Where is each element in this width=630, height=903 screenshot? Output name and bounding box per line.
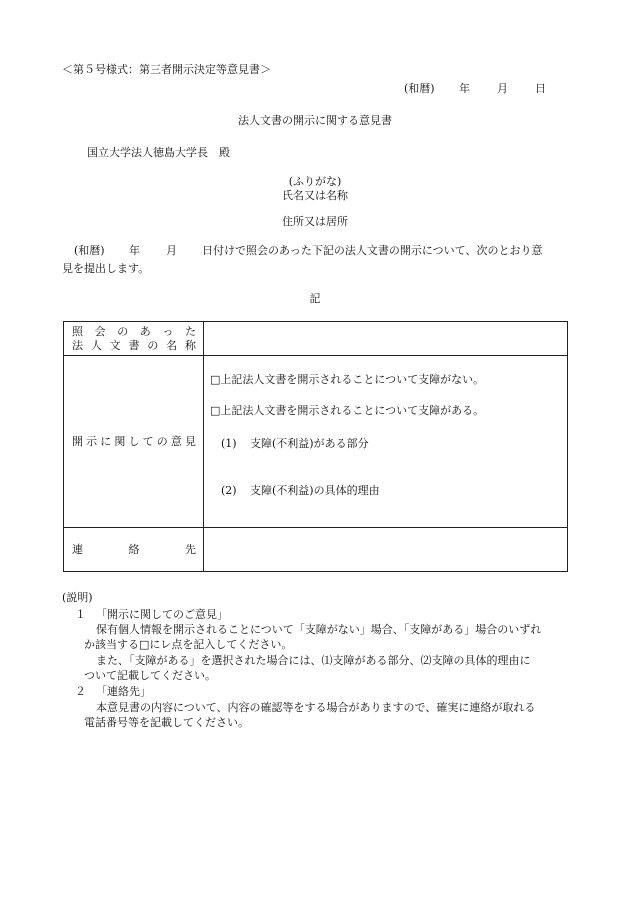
document-name-label-line-1: 照 会 の あ っ た (72, 324, 196, 338)
table-row-opinion (64, 356, 568, 528)
note-2-title: 「連絡先」 (96, 685, 151, 698)
form-number-label: ＜第５号様式：第三者開示決定等意見書＞ (62, 63, 271, 76)
option-no-objection[interactable]: □上記法人文書を開示されることについて支障がない。 (210, 373, 485, 386)
intro-year: 年 (129, 244, 140, 257)
note-1-line-1: 保有個人情報を開示されることについて「支障がない」場合、「支障がある」場合のいずれ (96, 623, 542, 636)
contact-field[interactable] (204, 528, 568, 572)
contact-label: 連 絡 先 (72, 542, 196, 556)
table-row-contact (64, 528, 568, 572)
intro-month: 月 (166, 244, 177, 257)
document-title: 法人文書の開示に関する意見書 (238, 114, 392, 127)
intro-line-2: 見を提出します。 (62, 262, 150, 275)
address-label: 住所又は居所 (282, 215, 348, 228)
option-objection[interactable]: □上記法人文書を開示されることについて支障がある。 (210, 404, 485, 417)
item-2-number: (2) (221, 484, 237, 497)
item-2-text: 支障(不利益)の具体的理由 (250, 484, 380, 497)
table-row-document-name (64, 322, 568, 356)
note-1-number: １ (75, 608, 86, 621)
note-2-line-2: 電話番号等を記載してください。 (84, 716, 249, 729)
document-name-label-cell (64, 322, 204, 356)
opinion-label-cell (64, 356, 204, 528)
date-month: 月 (497, 82, 508, 95)
document-name-field[interactable] (204, 322, 568, 356)
ki-heading: 記 (309, 292, 321, 305)
intro-text: 日付けで照会のあった下記の法人文書の開示について、次のとおり意 (202, 244, 543, 257)
item-1-number: (1) (221, 437, 237, 450)
date-era: (和暦) (404, 82, 435, 95)
note-1-line-3: また、「支障がある」を選択された場合には、⑴支障がある部分、⑵支障の具体的理由に (96, 654, 531, 667)
intro-era: (和暦) (74, 244, 105, 257)
notes-header: (説明) (62, 591, 93, 604)
note-1-title: 「開示に関してのご意見」 (96, 608, 228, 621)
note-1-line-2: か該当する□にレ点を記入してください。 (84, 638, 293, 651)
addressee: 国立大学法人徳島大学長 殿 (87, 146, 230, 159)
opinion-field (204, 356, 568, 528)
date-year: 年 (459, 82, 470, 95)
note-2-number: ２ (75, 685, 86, 698)
furigana-label: (ふりがな) (288, 175, 342, 188)
contact-label-cell (64, 528, 204, 572)
opinion-form-table (63, 321, 568, 572)
note-1-line-4: ついて記載してください。 (84, 669, 216, 682)
note-2-line-1: 本意見書の内容について、内容の確認等をする場合がありますので、確実に連絡が取れる (96, 701, 536, 714)
item-1-text: 支障(不利益)がある部分 (250, 437, 369, 450)
document-name-label-line-2: 法 人 文 書 の 名 称 (72, 338, 196, 352)
opinion-label: 開 示 に 関 し て の 意 見 (72, 434, 196, 448)
date-day: 日 (535, 82, 546, 95)
name-label: 氏名又は名称 (282, 189, 348, 202)
